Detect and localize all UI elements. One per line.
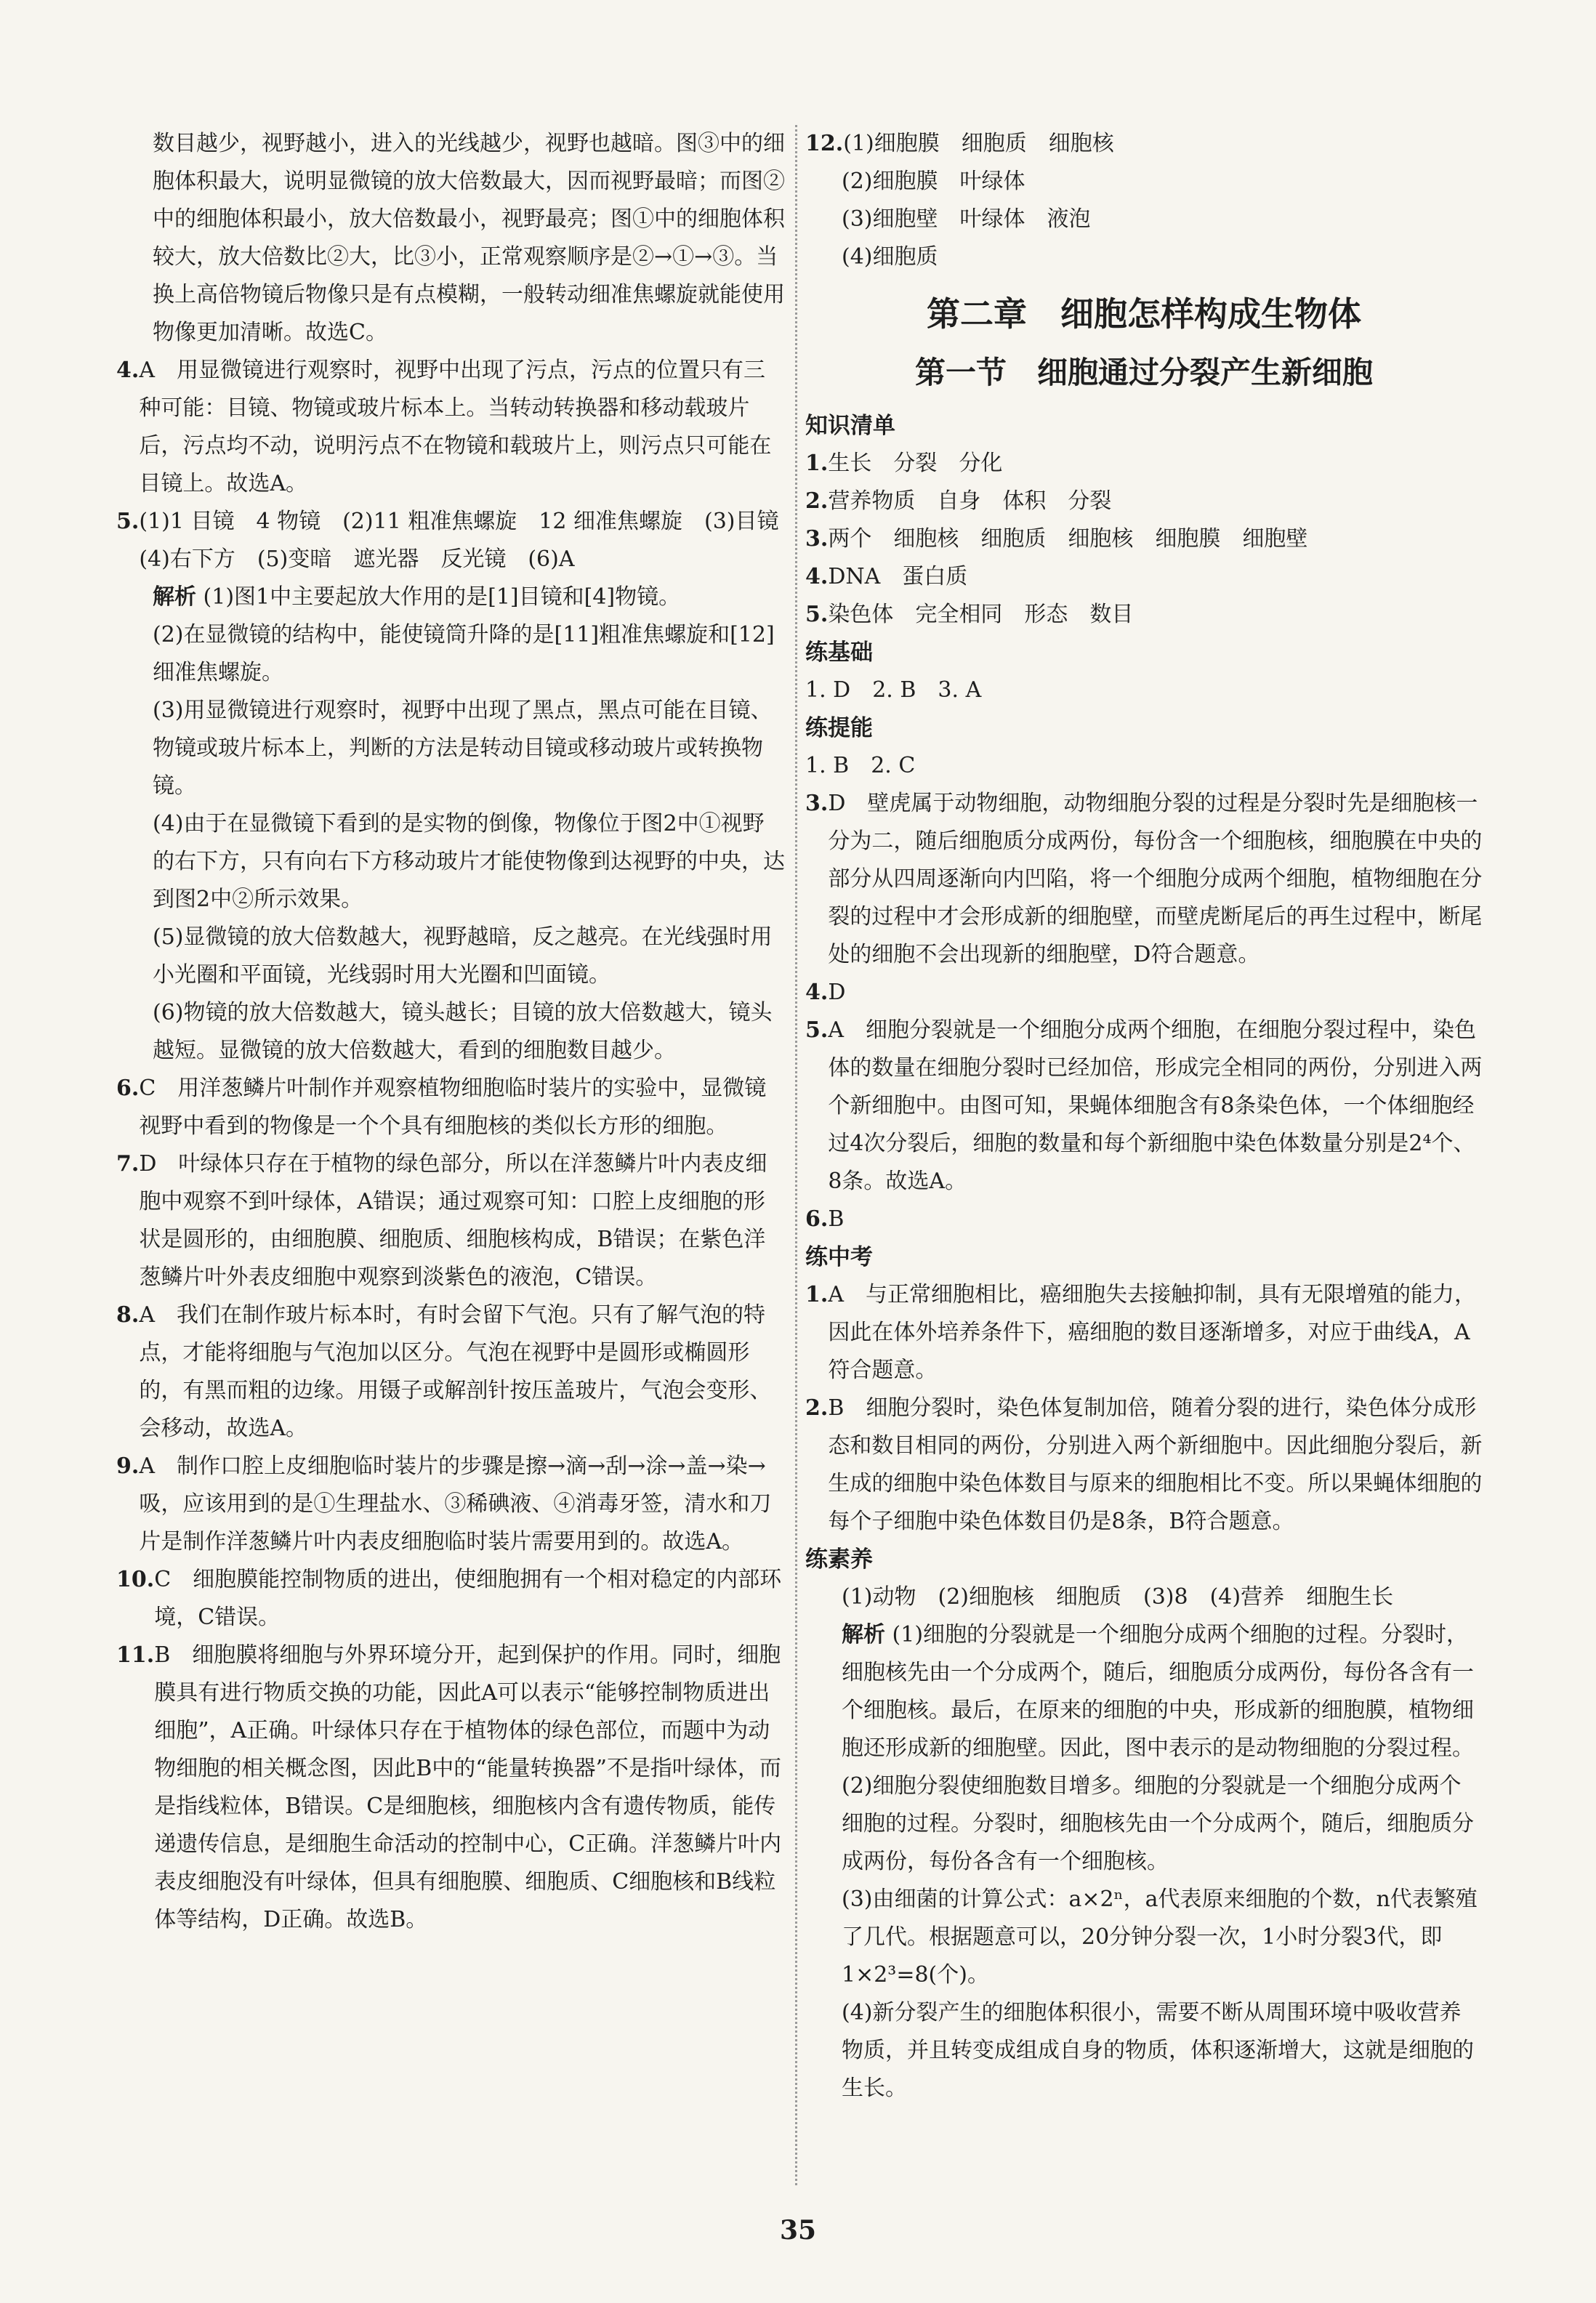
- answer-number: 6.: [805, 1206, 829, 1232]
- answer-text: B 细胞分裂时，染色体复制加倍，随着分裂的进行，染色体分成形态和数目相同的两份，分别进入两个新细胞中。因此细胞分裂后，新生成的细胞中染色体数目与原来的细胞相比不变。所以果蝇体细胞的每个子细胞中染色体数目仍是8条，B符合题意。: [828, 1395, 1483, 1534]
- answer-text: 两个 细胞核 细胞质 细胞核 细胞膜 细胞壁: [828, 526, 1308, 552]
- answer-text: D: [828, 980, 846, 1005]
- answer-text: (1)1 目镜 4 物镜 (2)11 粗准焦螺旋 12 细准焦螺旋 (3)目镜 (4)右下方 (5)变暗 遮光器 反光镜 (6)A: [139, 509, 801, 572]
- answer-5: [116, 503, 801, 578]
- answer-text: DNA 蛋白质: [828, 564, 968, 589]
- answer-number: 12.: [805, 131, 844, 156]
- knowledge-item: [805, 483, 1483, 520]
- left-column: [116, 125, 801, 1939]
- section-title: 第一节 细胞通过分裂产生新细胞: [914, 355, 1373, 390]
- answer-number: 4.: [805, 980, 829, 1005]
- answer-number: 3.: [805, 526, 829, 552]
- literacy-header: 练素养: [805, 1546, 873, 1573]
- analysis-3: (3)用显微镜进行观察时，视野中出现了黑点，黑点可能在目镜、物镜或玻片标本上，判断的方法是转动目镜或移动玻片或转换物镜。: [153, 698, 773, 799]
- answer-text: A 与正常细胞相比，癌细胞失去接触抑制，具有无限增殖的能力，因此在体外培养条件下，癌细胞的数目逐渐增多，对应于曲线A，A符合题意。: [828, 1282, 1476, 1383]
- right-column: [805, 125, 1483, 2108]
- answer-text: D 叶绿体只存在于植物的绿色部分，所以在洋葱鳞片叶内表皮细胞中观察不到叶绿体，A错误；通过观察可知：口腔上皮细胞的形状是圆形的，由细胞膜、细胞质、细胞核构成，B错误；在紫色洋葱鳞片叶外表皮细胞中观察到淡紫色的液泡，C错误。: [139, 1151, 767, 1290]
- analysis-2: (2)在显微镜的结构中，能使镜筒升降的是[11]粗准焦螺旋和[12]细准焦螺旋。: [153, 622, 775, 685]
- answer-number: 10.: [116, 1567, 155, 1592]
- skills-answer-5: [805, 1012, 1483, 1201]
- answer-number: 8.: [116, 1302, 140, 1328]
- literacy-analysis-2: (2)细胞分裂使细胞数目增多。细胞的分裂就是一个细胞分成两个细胞的过程。分裂时，细胞核先由一个分成两个，随后，细胞质分成两份，每份各含有一个细胞核。: [842, 1773, 1474, 1874]
- answer-text: 营养物质 自身 体积 分裂: [828, 488, 1112, 514]
- answer-text: A 我们在制作玻片标本时，有时会留下气泡。只有了解气泡的特点，才能将细胞与气泡加以区分。气泡在视野中是圆形或椭圆形的，有黑而粗的边缘。用镊子或解剖针按压盖玻片，气泡会变形、会移动，故选A。: [139, 1302, 772, 1441]
- answer-text: B 细胞膜将细胞与外界环境分开，起到保护的作用。同时，细胞膜具有进行物质交换的功能，因此A可以表示“能够控制物质进出细胞”，A正确。叶绿体只存在于植物体的绿色部位，而题中为动物细胞的相关概念图，因此B中的“能量转换器”不是指叶绿体，而是指线粒体，B错误。C是细胞核，细胞核内含有遗传物质，能传递遗传信息，是细胞生命活动的控制中心，C正确。洋葱鳞片叶内表皮细胞没有叶绿体，但具有细胞膜、细胞质、C细胞核和B线粒体等结构，D正确。故选B。: [154, 1642, 782, 1932]
- answer-4: [116, 352, 785, 503]
- knowledge-header: 知识清单: [805, 413, 895, 439]
- analysis-label: 解析: [842, 1622, 885, 1647]
- answer-number: 4.: [116, 358, 140, 383]
- analysis-1: [116, 578, 785, 616]
- literacy-answer: (1)动物 (2)细胞核 细胞质 (3)8 (4)营养 细胞生长: [842, 1584, 1394, 1610]
- answer-number: 2.: [805, 1395, 829, 1421]
- analysis-text: (1)细胞的分裂就是一个细胞分成两个细胞的过程。分裂时，细胞核先由一个分成两个，随后，细胞质分成两份，每份各含有一个细胞核。最后，在原来的细胞的中央，形成新的细胞膜，植物细胞还形成新的细胞壁。因此，图中表示的是动物细胞的分裂过程。: [842, 1622, 1474, 1761]
- literacy-analysis-3: (3)由细菌的计算公式：a×2ⁿ，a代表原来细胞的个数，n代表繁殖了几代。根据题意可以，20分钟分裂一次，1小时分裂3代，即1×2³=8(个)。: [842, 1887, 1478, 1988]
- answer-8: [116, 1296, 785, 1448]
- answer-number: 1.: [805, 1282, 829, 1307]
- knowledge-item: [805, 445, 1483, 483]
- answer-text: A 制作口腔上皮细胞临时装片的步骤是擦→滴→刮→涂→盖→染→吸，应该用到的是①生理盐水、③稀碘液、④消毒牙签，清水和刀片是制作洋葱鳞片叶内表皮细胞临时装片需要用到的。故选A。: [139, 1453, 772, 1554]
- exam-answer-1: [805, 1276, 1483, 1390]
- skills-answer-6: [805, 1201, 1483, 1238]
- basics-answers: 1. D 2. B 3. A: [805, 677, 982, 703]
- answer-number: 9.: [116, 1453, 140, 1479]
- skills-answer-4: [805, 974, 1483, 1012]
- analysis-label: 解析: [153, 584, 196, 610]
- answer-number: 1.: [805, 451, 829, 476]
- answer-6: [116, 1070, 785, 1145]
- answer-11: [116, 1637, 785, 1939]
- answer-12-line-4: (4)细胞质: [842, 244, 938, 270]
- answer-text: (1)细胞膜 细胞质 细胞核: [843, 131, 1114, 156]
- answer-text: A 细胞分裂就是一个细胞分成两个细胞，在细胞分裂过程中，染色体的数量在细胞分裂时已经加倍，形成完全相同的两份，分别进入两个新细胞中。由图可知，果蝇体细胞含有8条染色体，一个体细胞经过4次分裂后，细胞的数量和每个新细胞中染色体数量分别是2⁴个、8条。故选A。: [828, 1017, 1483, 1194]
- page-number: 35: [779, 2215, 817, 2246]
- answer-text: C 细胞膜能控制物质的进出，使细胞拥有一个相对稳定的内部环境，C错误。: [154, 1567, 782, 1630]
- answer-12: [805, 125, 1483, 163]
- answer-number: 11.: [116, 1642, 155, 1668]
- column-divider: [795, 125, 797, 2185]
- answer-number: 7.: [116, 1151, 140, 1177]
- analysis-4: (4)由于在显微镜下看到的是实物的倒像，物像位于图2中①视野的右下方，只有向右下方移动玻片才能使物像到达视野的中央，达到图2中②所示效果。: [153, 811, 785, 912]
- answer-text: D 壁虎属于动物细胞，动物细胞分裂的过程是分裂时先是细胞核一分为二，随后细胞质分成两份，每份含一个细胞核，细胞膜在中央的部分从四周逐渐向内凹陷，将一个细胞分成两个细胞，植物细胞在分裂的过程中才会形成新的细胞壁，而壁虎断尾后的再生过程中，断尾处的细胞不会出现新的细胞壁，D符合题意。: [828, 791, 1483, 967]
- answer-number: 5.: [116, 509, 140, 534]
- skills-answers: 1. B 2. C: [805, 753, 916, 778]
- answer-number: 5.: [805, 602, 829, 627]
- literacy-analysis-4: (4)新分裂产生的细胞体积很小，需要不断从周围环境中吸收营养物质，并且转变成组成自身的物质，体积逐渐增大，这就是细胞的生长。: [842, 2000, 1474, 2101]
- knowledge-item: [805, 596, 1483, 634]
- skills-header: 练提能: [805, 715, 873, 741]
- knowledge-item: [805, 520, 1483, 558]
- answer-text: 染色体 完全相同 形态 数目: [828, 602, 1134, 627]
- answer-3-continuation: 数目越少，视野越小，进入的光线越少，视野也越暗。图③中的细胞体积最大，说明显微镜的放大倍数最大，因而视野最暗；而图②中的细胞体积最小，放大倍数最小，视野最亮；图①中的细胞体积较大，放大倍数比②大，比③小，正常观察顺序是②→①→③。当换上高倍物镜后物像只是有点模糊，一般转动细准焦螺旋就能使用物像更加清晰。故选C。: [153, 131, 785, 345]
- exam-answer-2: [805, 1390, 1483, 1541]
- answer-number: 4.: [805, 564, 829, 589]
- knowledge-item: [805, 558, 1483, 596]
- answer-text: 生长 分裂 分化: [828, 451, 1003, 476]
- chapter-title: 第二章 细胞怎样构成生物体: [927, 294, 1361, 334]
- literacy-analysis-1: [805, 1616, 1483, 1767]
- answer-number: 2.: [805, 488, 829, 514]
- answer-text: B: [828, 1206, 845, 1232]
- answer-text: A 用显微镜进行观察时，视野中出现了污点，污点的位置只有三种可能：目镜、物镜或玻片标本上。当转动转换器和移动载玻片后，污点均不动，说明污点不在物镜和载玻片上，则污点只可能在目镜上。故选A。: [139, 358, 772, 496]
- analysis-6: (6)物镜的放大倍数越大，镜头越长；目镜的放大倍数越大，镜头越短。显微镜的放大倍数越大，看到的细胞数目越少。: [153, 1000, 773, 1063]
- answer-12-line-3: (3)细胞壁 叶绿体 液泡: [842, 206, 1091, 232]
- answer-text: C 用洋葱鳞片叶制作并观察植物细胞临时装片的实验中，显微镜视野中看到的物像是一个个具有细胞核的类似长方形的细胞。: [139, 1076, 767, 1139]
- analysis-text: (1)图1中主要起放大作用的是[1]目镜和[4]物镜。: [203, 584, 681, 610]
- analysis-5: (5)显微镜的放大倍数越大，视野越暗，反之越亮。在光线强时用小光圈和平面镜，光线弱时用大光圈和凹面镜。: [153, 924, 773, 988]
- answer-9: [116, 1448, 785, 1561]
- answer-number: 3.: [805, 791, 829, 816]
- answer-number: 5.: [805, 1017, 829, 1043]
- answer-7: [116, 1145, 785, 1296]
- answer-12-line-2: (2)细胞膜 叶绿体: [842, 169, 1025, 194]
- basics-header: 练基础: [805, 640, 873, 666]
- skills-answer-3: [805, 785, 1483, 974]
- exam-header: 练中考: [805, 1244, 873, 1270]
- answer-10: [116, 1561, 785, 1637]
- answer-number: 6.: [116, 1076, 140, 1101]
